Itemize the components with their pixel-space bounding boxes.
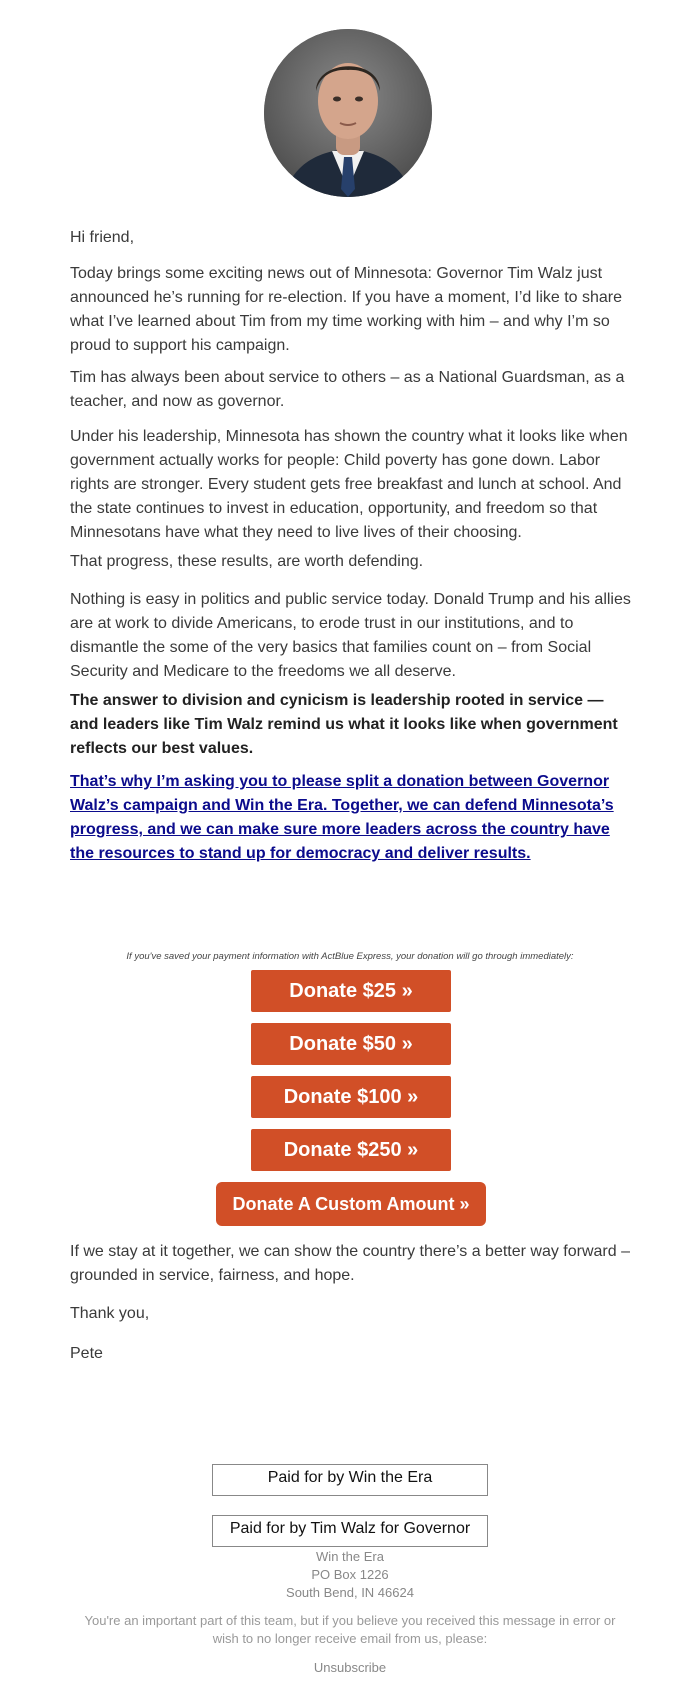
thanks-line: Thank you, bbox=[70, 1305, 150, 1322]
actblue-express-note: If you've saved your payment information with ActBlue Express, your donation will go through immediately: bbox=[126, 951, 574, 962]
greeting: Hi friend, bbox=[70, 229, 135, 246]
donate-custom-amount-button[interactable]: Donate A Custom Amount » bbox=[216, 1182, 486, 1226]
paragraph-leadership: Under his leadership, Minnesota has shown the country what it looks like when government actually works for people: Child poverty has gone down. Labor rights are stronger. Every student gets free breakfast and lunch at school. And the state continues to invest in education, opportunity, and freedom so that Minnesotans have what they need to live lives of their choosing. bbox=[70, 428, 628, 541]
paragraph-announcement: Today brings some exciting news out of Minnesota: Governor Tim Walz just announced he’s running for re-election. If you have a moment, I’d like to share what I’ve learned about Tim from my time working with him – and why I’m so proud to support his campaign. bbox=[70, 265, 623, 354]
donate-250-button[interactable]: Donate $250 » bbox=[251, 1129, 451, 1171]
signature: Pete bbox=[70, 1345, 103, 1362]
paragraph-bold-values: The answer to division and cynicism is leadership rooted in service — and leaders like Tim Walz remind us what it looks like when government reflects our best values. bbox=[70, 692, 618, 757]
donate-50-button[interactable]: Donate $50 » bbox=[251, 1023, 451, 1065]
donate-100-button[interactable]: Donate $100 » bbox=[251, 1076, 451, 1118]
footer-po-box: PO Box 1226 bbox=[311, 1567, 389, 1582]
donation-ask-link[interactable]: That’s why I’m asking you to please split a donation between Governor Walz’s campaign and Win the Era. Together, we can defend Minnesota’s progress, and we can make sure more leaders across the country have the resources to stand up for democracy and deliver results. bbox=[70, 773, 614, 862]
paragraph-closing: If we stay at it together, we can show the country there’s a better way forward – grounded in service, fairness, and hope. bbox=[70, 1243, 630, 1284]
paragraph-politics: Nothing is easy in politics and public service today. Donald Trump and his allies are at work to divide Americans, to erode trust in our institutions, and to dismantle the some of the very basics that families count on – from Social Security and Medicare to the freedoms we all deserve. bbox=[70, 591, 631, 680]
donate-25-button[interactable]: Donate $25 » bbox=[251, 970, 451, 1012]
footer-city: South Bend, IN 46624 bbox=[286, 1585, 414, 1600]
unsubscribe-link[interactable]: Unsubscribe bbox=[313, 1660, 387, 1675]
footer-org: Win the Era bbox=[316, 1549, 384, 1564]
portrait-photo-icon bbox=[264, 29, 432, 197]
paragraph-service: Tim has always been about service to others – as a National Guardsman, as a teacher, and now as governor. bbox=[70, 369, 625, 410]
paragraph-progress: That progress, these results, are worth defending. bbox=[70, 553, 424, 570]
footer-notice: You're an important part of this team, but if you believe you received this message in error or wish to no longer receive email from us, please: bbox=[84, 1613, 616, 1646]
paid-for-win-the-era: Paid for by Win the Era bbox=[212, 1464, 488, 1496]
paid-for-tim-walz: Paid for by Tim Walz for Governor bbox=[212, 1515, 488, 1547]
